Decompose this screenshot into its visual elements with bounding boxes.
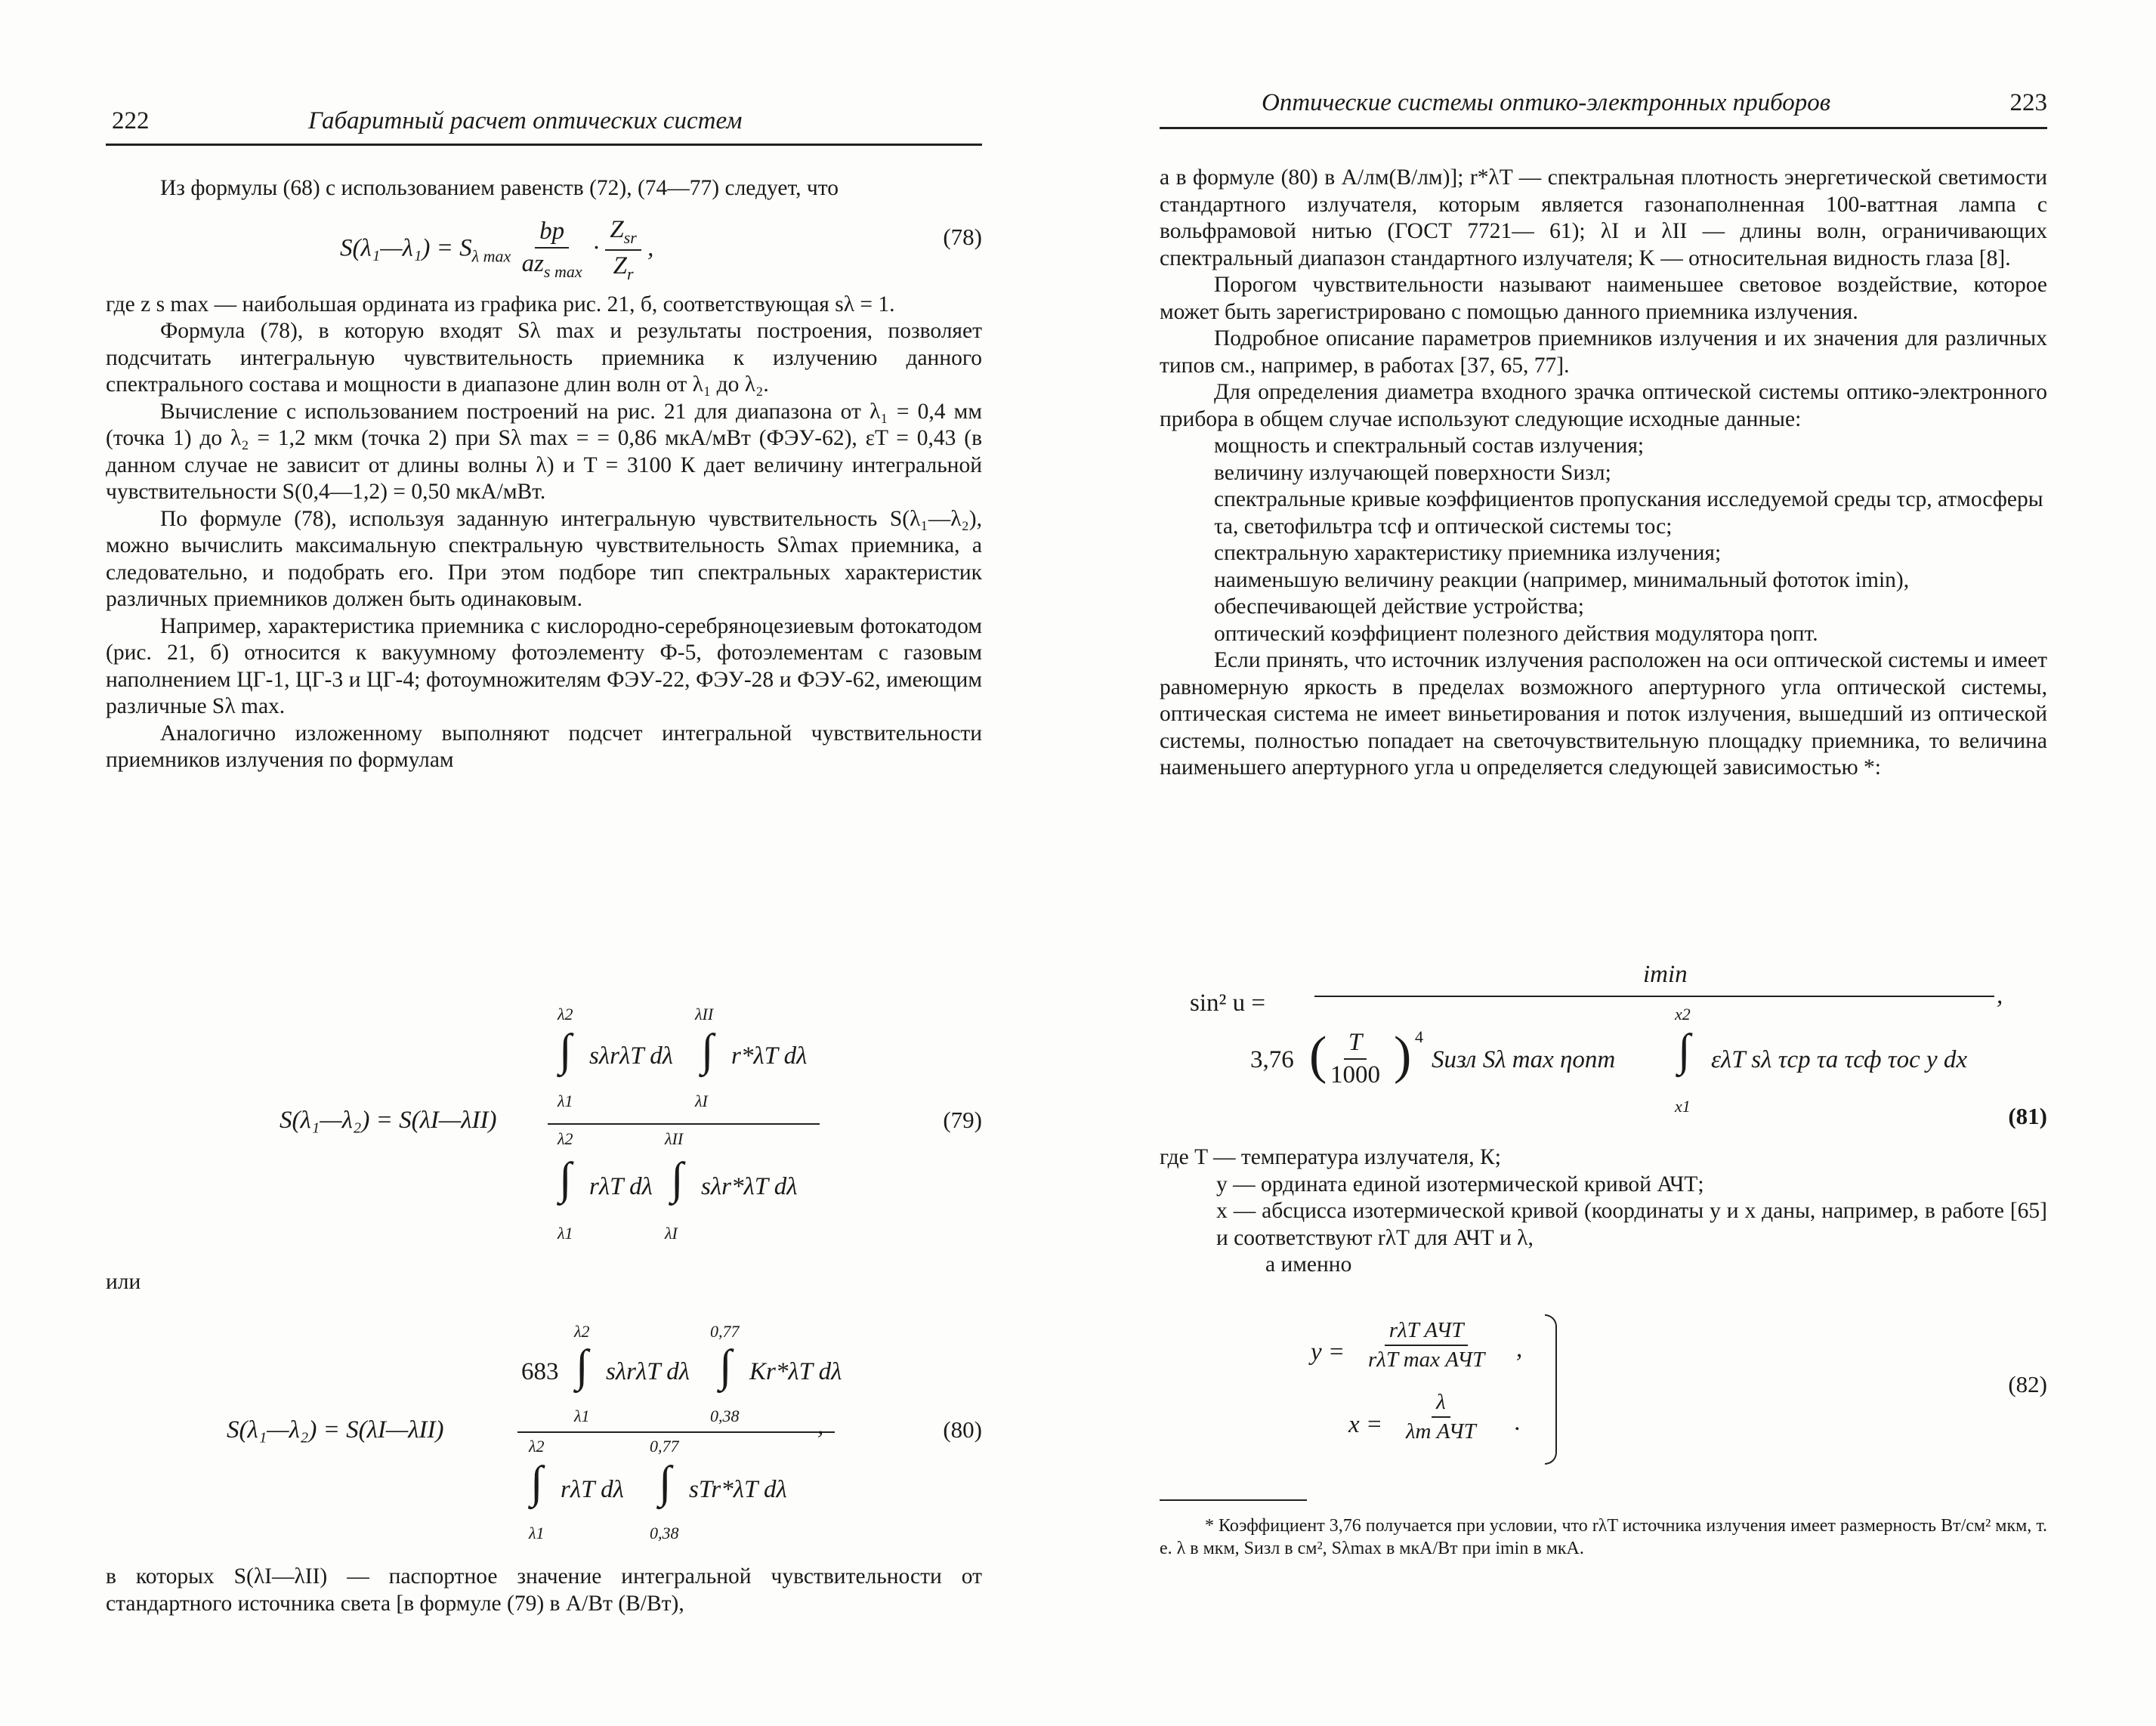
eq79-den-lim-lo2: λI xyxy=(665,1224,678,1243)
eq80-number: (80) xyxy=(943,1416,982,1443)
eq82-y-num: rλT АЧТ xyxy=(1385,1318,1469,1346)
list-item: оптический коэффициент полезного действия модулятора ηопт. xyxy=(1214,621,1818,646)
eq80-lhs: S(λ₁—λ₂) = S(λI—λII) xyxy=(227,1416,444,1443)
eq81-num: imin xyxy=(1643,961,1688,988)
comma: , xyxy=(817,1413,824,1440)
list-item: спектральную характеристику приемника излучения; xyxy=(1214,541,1722,565)
integral-sign: ∫ xyxy=(559,1025,572,1075)
left-page xyxy=(0,0,1073,1726)
where-x2: а именно xyxy=(1265,1252,1352,1277)
eq79-num-lim-up2: λII xyxy=(695,1005,714,1024)
left-paragraph-2: где z s max — наибольшая ордината из графика рис. 21, б, соответствующая sλ = 1. xyxy=(106,292,895,316)
list-item: мощность и спектральный состав излучения; xyxy=(1214,434,1645,458)
eq79-den-lim-lo1: λ1 xyxy=(558,1224,573,1243)
eq78-num1: bp xyxy=(535,218,569,249)
right-paragraph-5: Если принять, что источник излучения расположен на оси оптической системы и имеет равномерную яркость в пределах возможного апертурного угла оптической системы, оптическая система не имеет виньетирования и поток излучения, вышедший из оптической системы, полностью попадает на светочувствительную площадку приемника, то величина наименьшего апертурного угла u определяется следующей зависимостью *: xyxy=(1160,648,2047,780)
integral-sign: ∫ xyxy=(701,1025,714,1075)
eq79-den-lim-up2: λII xyxy=(665,1129,684,1148)
eq80-den-lim-up2: 0,77 xyxy=(650,1437,679,1456)
eq82-y: y = xyxy=(1311,1338,1345,1366)
eq80-coef: 683 xyxy=(521,1358,559,1385)
period: . xyxy=(1515,1409,1521,1436)
equation-82 xyxy=(1160,1314,2047,1488)
integral-sign: ∫ xyxy=(671,1153,684,1203)
eq78-den1: az xyxy=(521,250,544,277)
eq80-fraction-bar xyxy=(517,1431,835,1433)
eq82-x-fraction xyxy=(1401,1390,1481,1444)
right-page xyxy=(1080,0,2156,1726)
eq79-den-int2: sλr*λT dλ xyxy=(701,1173,798,1200)
right-paragraph-1: а в формуле (80) в А/лм(В/лм)]; r*λT — спектральная плотность энергетической светимости стандартного излучателя, которым является газонаполненная 100-ваттная лампа с вольфрамовой нитью (ГОСТ 7721— 61); λI и λII — длины волн, ограничивающих спектральный диапазон стандартного излучателя; K — относительная видность глаза [8]. xyxy=(1160,165,2047,270)
eq80-num-lim-up1: λ2 xyxy=(574,1322,590,1341)
eq78-num2-sub: sr xyxy=(623,227,637,247)
eq82-x-den: λm АЧТ xyxy=(1406,1419,1476,1443)
left-paragraph-4: Вычисление с использованием построений на рис. 21 для диапазона от λ₁ = 0,4 мм (точка 1) до λ₂ = 1,2 мкм (точка 2) при Sλ max = = 0,86 мкА/мВт (ФЭУ-62), εT = 0,43 (в данном случае не зависит от длины волны λ) и T = 3100 К дает величину интегральной чувствительности S(0,4—1,2) = 0,50 мкА/мВт. xyxy=(106,399,982,504)
eq82-x-num: λ xyxy=(1432,1390,1450,1418)
right-paren: ) xyxy=(1394,1027,1412,1085)
equation-80 xyxy=(106,1322,982,1548)
eq78-den2-sub: r xyxy=(627,264,634,283)
left-paragraph-8: в которых S(λI—λII) — паспортное значение интегральной чувствительности от стандартного источника света [в формуле (79) в А/Вт (В/Вт), xyxy=(106,1564,982,1616)
list-item: наименьшую величину реакции (например, минимальный фототок imin), обеспечивающей действие устройства; xyxy=(1214,567,1910,619)
eq81-rest: Sизл Sλ max ηопт xyxy=(1432,1046,1616,1073)
eq80-num-int1: sλrλT dλ xyxy=(606,1358,690,1385)
eq81-1000: 1000 xyxy=(1330,1061,1380,1088)
eq78-lhs: S(λ₁—λ₁) = S xyxy=(340,234,472,262)
where-x: x — абсцисса изотермической кривой (координаты y и x даны, например, в работе [65] и соответствуют rλT для АЧТ и λ, xyxy=(1216,1199,2047,1250)
eq80-num-lim-lo1: λ1 xyxy=(574,1406,590,1425)
eq81-lhs: sin² u = xyxy=(1190,990,1266,1017)
where-block xyxy=(1160,1144,2047,1279)
eq81-coef: 3,76 xyxy=(1250,1046,1294,1073)
eq79-num-int1: sλrλT dλ xyxy=(589,1042,674,1070)
integral-sign: ∫ xyxy=(1678,1025,1691,1075)
eq82-number: (82) xyxy=(2008,1371,2047,1397)
right-header-rule xyxy=(1160,127,2047,129)
eq79-number: (79) xyxy=(943,1107,982,1133)
eq80-den-lim-lo2: 0,38 xyxy=(650,1524,679,1542)
left-paragraph-5: По формуле (78), используя заданную интегральную чувствительность S(λ₁—λ₂), можно вычислить максимальную спектральную чувствительность Sλmax приемника, а следовательно, и подобрать его. При этом подборе тип спектральных характеристик различных приемников должен быть одинаковым. xyxy=(106,506,982,611)
footnote: * Коэффициент 3,76 получается при условии, что rλT источника излучения имеет размерность Вт/см² мкм, т. е. λ в мкм, Sизл в см², Sλmax в мкА/Вт при imin в мкА. xyxy=(1160,1516,2047,1558)
integral-sign: ∫ xyxy=(719,1341,732,1391)
eq82-x: x = xyxy=(1348,1411,1383,1438)
eq78-den1-sub: s max xyxy=(543,262,582,281)
list-item: спектральные кривые коэффициентов пропускания исследуемой среды τср, атмосферы τа, светофильтра τсф и оптической системы τос; xyxy=(1214,487,2043,539)
eq78-sub: λ max xyxy=(471,246,511,266)
equation-78: S(λ₁—λ₁) = $S_{\lambda max}$ $\frac{bp}{az_{s max}}$ · $\frac{Z_{sr}}{Z_r}$ , (78) xyxy=(340,215,982,283)
eq80-den-lim-up1: λ2 xyxy=(529,1437,545,1456)
eq78-num2: Z xyxy=(610,215,624,243)
right-paragraph-4: Для определения диаметра входного зрачка оптической системы оптико-электронного прибора в общем случае используют следующие исходные данные: xyxy=(1160,380,2047,431)
eq81-number: (81) xyxy=(2008,1103,2047,1129)
comma: , xyxy=(1997,982,2003,1009)
right-paragraph-2: Порогом чувствительности называют наименьшее световое воздействие, которое может быть зарегистрировано с помощью данного приемника излучения. xyxy=(1160,273,2047,324)
eq82-y-den: rλT max АЧТ xyxy=(1368,1348,1485,1372)
eq80-den-int2: sTr*λT dλ xyxy=(689,1476,787,1503)
eq81-fraction-bar xyxy=(1314,996,1994,997)
right-page-number: 223 xyxy=(2009,89,2047,116)
eq80-num-int2: Kr*λT dλ xyxy=(749,1358,842,1385)
right-paragraph-3: Подробное описание параметров приемников излучения и их значения для различных типов см., например, в работах [37, 65, 77]. xyxy=(1160,326,2047,378)
or-word: или xyxy=(106,1270,141,1294)
integral-sign: ∫ xyxy=(659,1457,672,1507)
eq78-number: (78) xyxy=(943,223,982,250)
eq79-den-lim-up1: λ2 xyxy=(558,1129,573,1148)
equation-79 xyxy=(106,1005,982,1254)
where-y: y — ордината единой изотермической кривой АЧТ; xyxy=(1216,1172,1704,1196)
left-paragraph-6: Например, характеристика приемника с кислородно-серебряноцезиевым фотокатодом (рис. 21, б) относится к вакуумному фотоэлементу Ф-5, фотоэлементам с газовым наполнением ЦГ-1, ЦГ-3 и ЦГ-4; фотоумножителям ФЭУ-22, ФЭУ-28 и ФЭУ-62, имеющим различные Sλ max. xyxy=(106,613,982,718)
eq79-num-lim-lo1: λ1 xyxy=(558,1091,573,1110)
eq81-lim-up: x2 xyxy=(1675,1005,1691,1024)
eq80-den-int1: rλT dλ xyxy=(561,1476,624,1503)
eq79-num-int2: r*λT dλ xyxy=(731,1042,808,1070)
eq79-lhs: S(λ₁—λ₂) = S(λI—λII) xyxy=(280,1107,497,1134)
left-paragraph-7: Аналогично изложенному выполняют подсчет интегральной чувствительности приемников излучения по формулам xyxy=(106,721,982,772)
eq80-num-lim-lo2: 0,38 xyxy=(710,1406,740,1425)
list-item: величину излучающей поверхности Sизл; xyxy=(1214,460,1611,485)
eq80-den-lim-lo1: λ1 xyxy=(529,1524,545,1542)
comma: , xyxy=(1516,1335,1523,1363)
integral-sign: ∫ xyxy=(559,1153,572,1203)
eq78-fraction-2 xyxy=(605,216,641,284)
footnote-rule xyxy=(1160,1499,1307,1501)
where-T: где T — температура излучателя, К; xyxy=(1160,1145,1501,1169)
eq81-t-fraction xyxy=(1326,1029,1385,1089)
right-brace xyxy=(1545,1314,1557,1465)
left-paragraph-3: Формула (78), в которую входят Sλ max и результаты построения, позволяет подсчитать интегральную чувствительность приемника к излучению данного спектрального состава и мощности в диапазоне длин волн от λ₁ до λ₂. xyxy=(106,319,982,397)
eq78-fraction-1 xyxy=(517,218,587,282)
eq81-exponent: 4 xyxy=(1415,1027,1423,1046)
left-running-title: Габаритный расчет оптических систем xyxy=(308,107,743,134)
equation-81 xyxy=(1160,952,2047,1133)
eq79-fraction-bar xyxy=(548,1123,820,1125)
eq81-integrand: ελT sλ τср τа τсф τос y dx xyxy=(1711,1046,1968,1073)
left-page-number: 222 xyxy=(112,107,150,134)
eq80-num-lim-up2: 0,77 xyxy=(710,1322,740,1341)
eq81-T: T xyxy=(1344,1029,1367,1060)
right-running-title: Оптические системы оптико-электронных приборов xyxy=(1262,89,1831,116)
eq79-num-lim-up1: λ2 xyxy=(558,1005,573,1024)
integral-sign: ∫ xyxy=(530,1457,543,1507)
left-paragraph-1: Из формулы (68) с использованием равенств (72), (74—77) следует, что xyxy=(160,176,839,200)
left-paren: ( xyxy=(1309,1027,1327,1085)
eq79-num-lim-lo2: λI xyxy=(695,1091,708,1110)
eq81-lim-lo: x1 xyxy=(1675,1097,1691,1116)
eq82-y-fraction xyxy=(1364,1318,1489,1372)
left-header-rule xyxy=(106,144,982,146)
eq78-den2: Z xyxy=(613,252,628,279)
integral-sign: ∫ xyxy=(576,1341,588,1391)
eq79-den-int1: rλT dλ xyxy=(589,1173,653,1200)
